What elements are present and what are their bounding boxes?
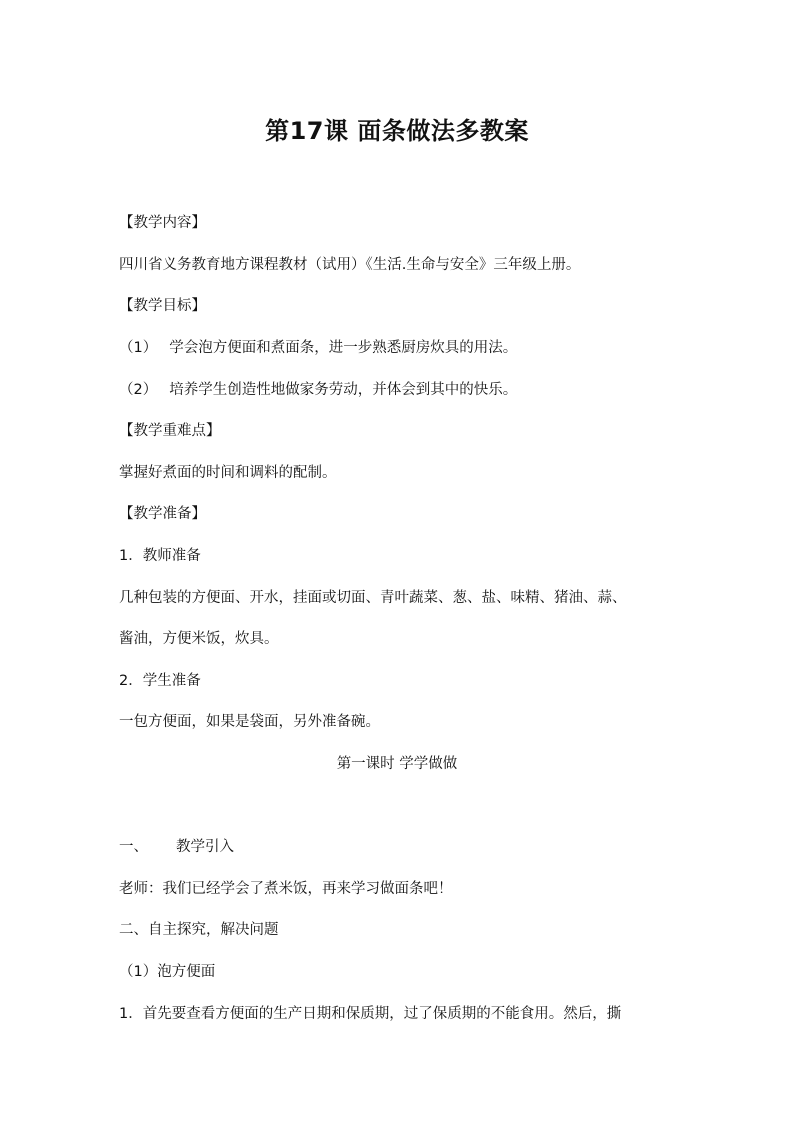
intro-heading: [119, 836, 234, 858]
section-heading-content: 【教学内容】: [119, 215, 206, 231]
content-text: 四川省义务教育地方课程教材（试用）《生活.生命与安全》三年级上册。: [119, 257, 581, 273]
explore-heading: 二、自主探究，解决问题: [119, 922, 279, 938]
student-prep-text: 一包方便面，如果是袋面，另外准备碗。: [119, 714, 380, 730]
goal-item-2: [119, 379, 517, 401]
goal-1-text: 学会泡方便面和煮面条，进一步熟悉厨房炊具的用法。: [169, 340, 518, 356]
lesson-title: 第一课时 学学做做: [336, 756, 458, 772]
explore-step-1: 1．首先要查看方便面的生产日期和保质期，过了保质期的不能食用。然后，撕: [119, 1006, 622, 1022]
page-title: 第17课 面条做法多教案: [265, 117, 529, 145]
section-heading-keypoints: 【教学重难点】: [119, 423, 221, 439]
teacher-prep-line-1: 几种包装的方便面、开水，挂面或切面、青叶蔬菜、葱、盐、味精、猪油、蒜、: [119, 590, 627, 606]
intro-text: 教学引入: [176, 839, 234, 855]
section-heading-prep: 【教学准备】: [119, 506, 206, 522]
explore-subheading: （1）泡方便面: [119, 964, 216, 980]
teacher-prep-heading: 1．教师准备: [119, 548, 201, 564]
keypoints-text: 掌握好煮面的时间和调料的配制。: [119, 465, 337, 481]
goal-2-number: （2）: [119, 382, 158, 398]
intro-teacher-line: 老师：我们已经学会了煮米饭，再来学习做面条吧！: [119, 881, 453, 897]
intro-number: 一、: [119, 839, 148, 855]
goal-item-1: [119, 337, 517, 359]
goal-2-text: 培养学生创造性地做家务劳动，并体会到其中的快乐。: [169, 382, 518, 398]
goal-1-number: （1）: [119, 340, 158, 356]
section-heading-goals: 【教学目标】: [119, 298, 206, 314]
student-prep-heading: 2．学生准备: [119, 673, 201, 689]
teacher-prep-line-2: 酱油，方便米饭，炊具。: [119, 631, 279, 647]
